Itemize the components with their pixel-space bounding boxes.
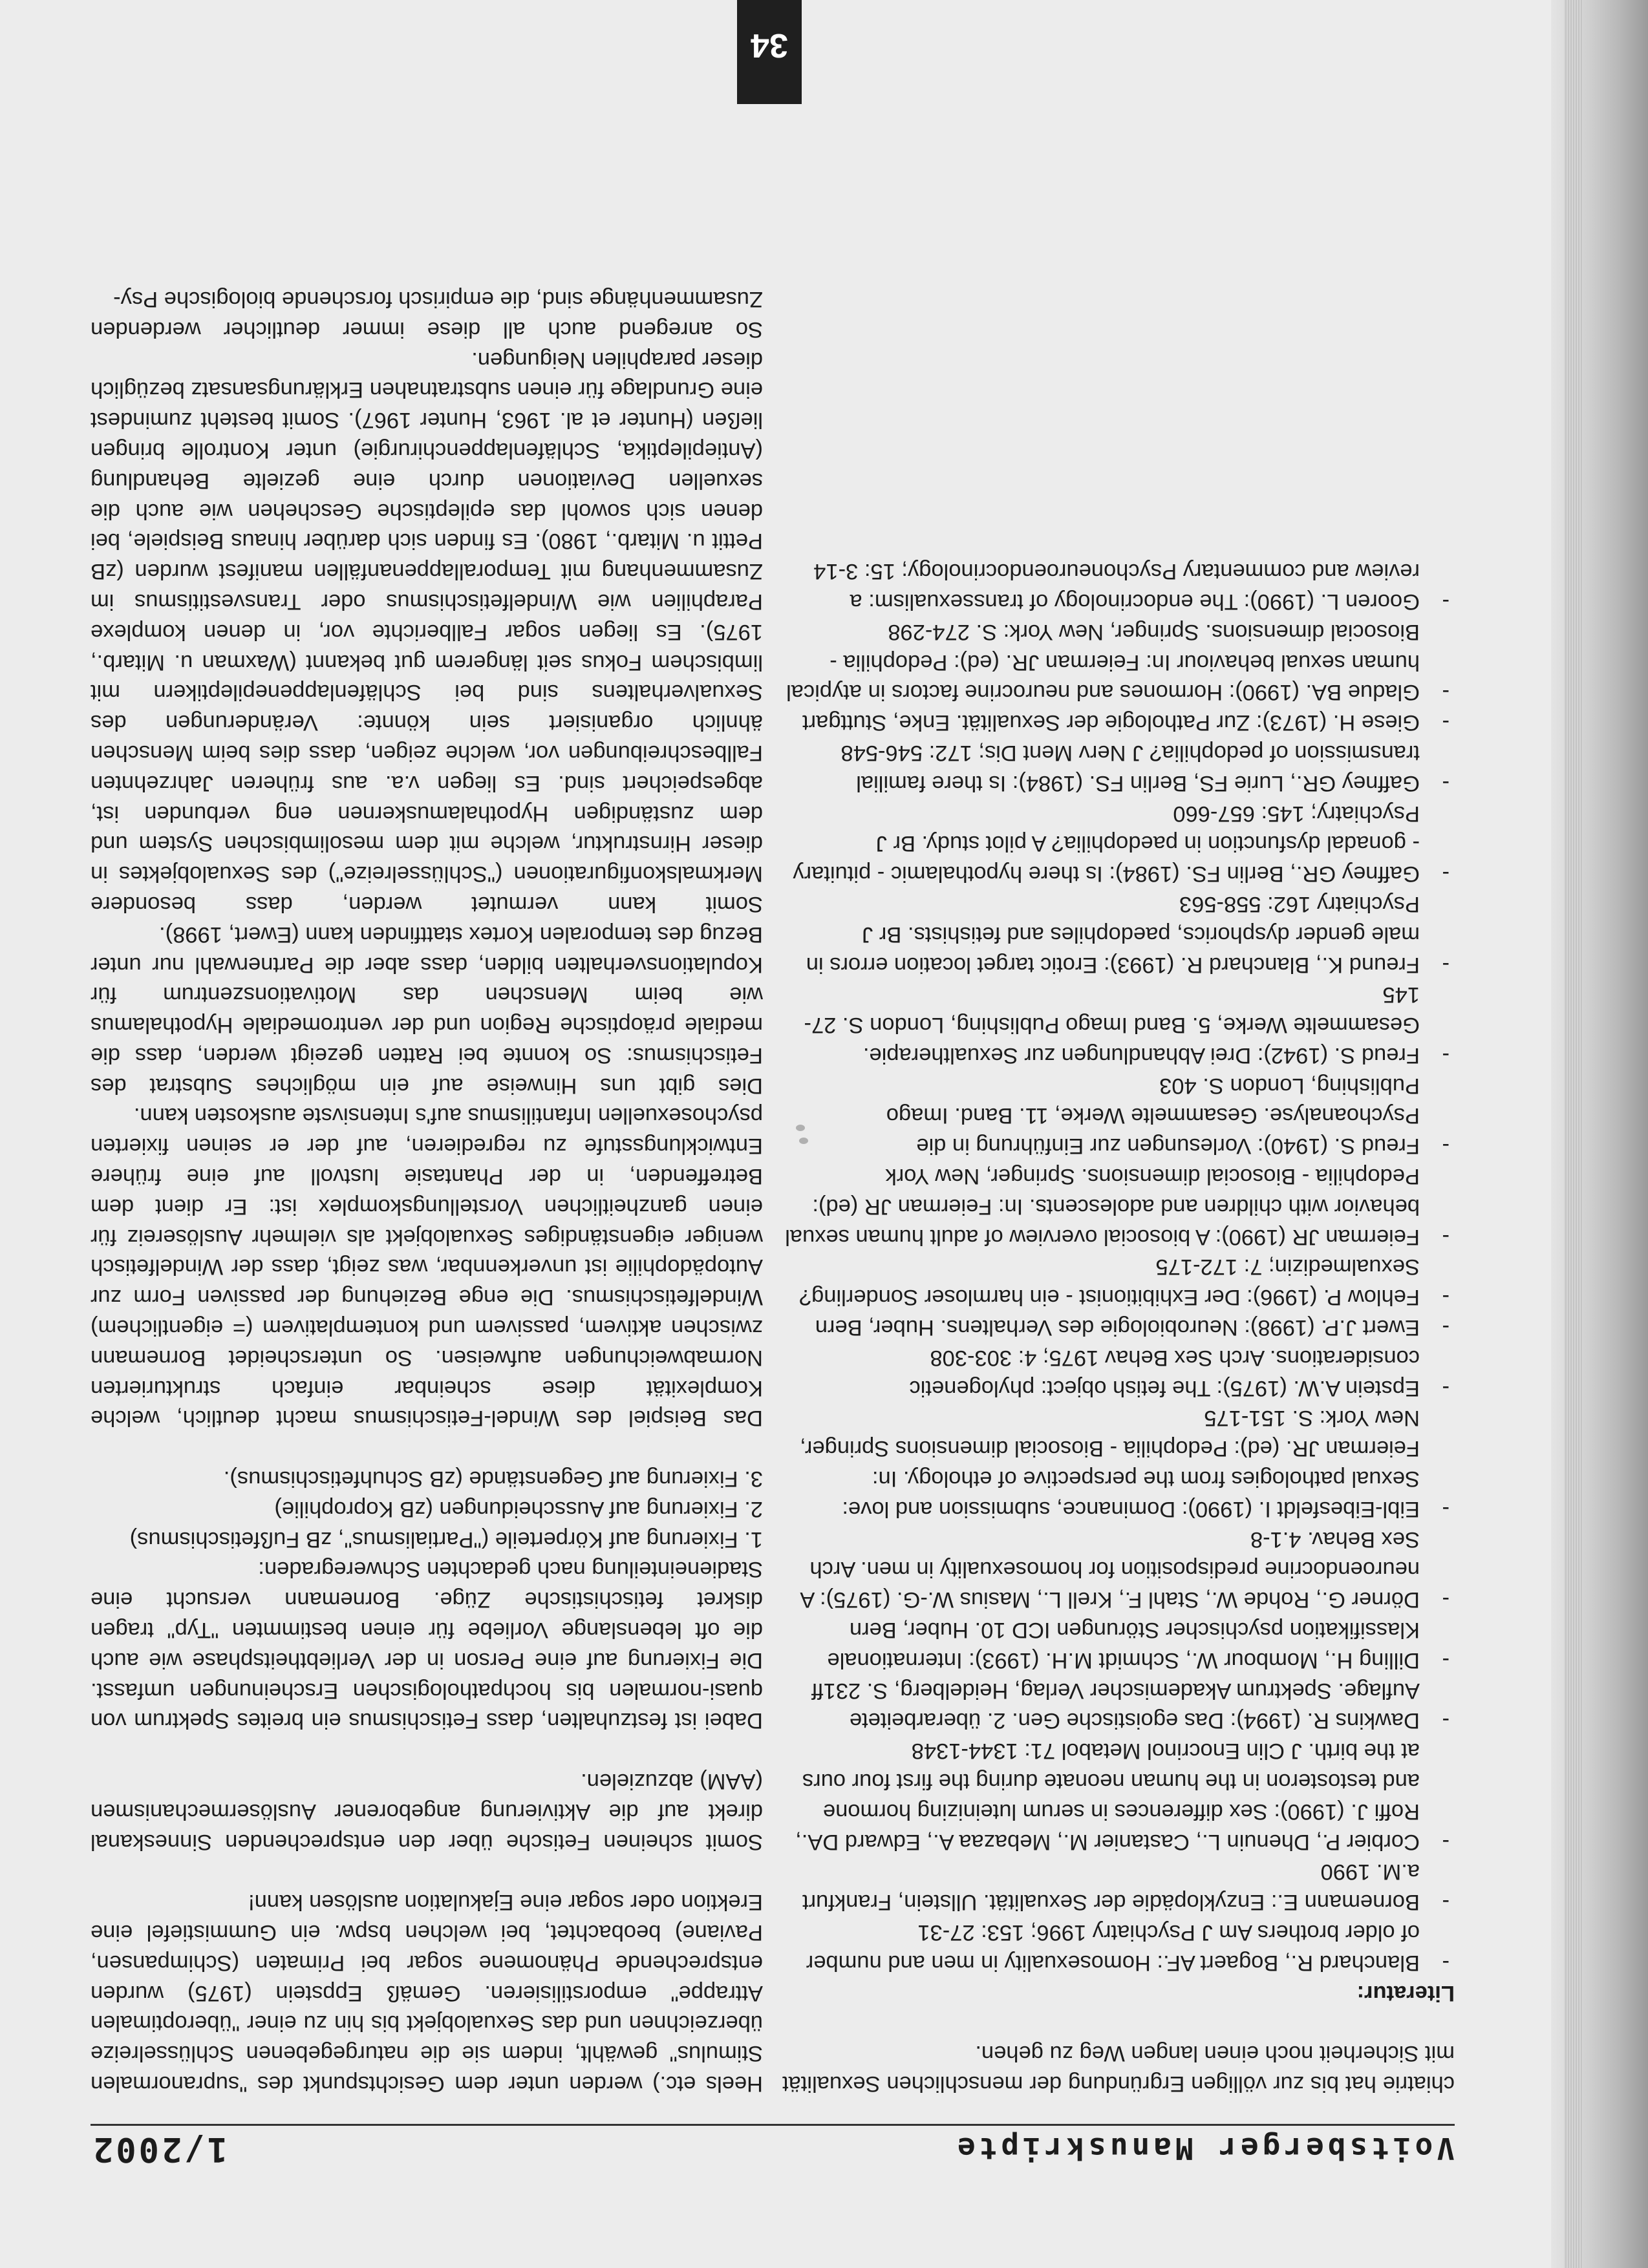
reference-item: - Epstein A.W. (1975): The fetish object: phylogenetic considerations. Arch Sex Behav 1975; 4: 303-308 [782, 1342, 1455, 1403]
reference-item: - Freund K., Blanchard R. (1993): Erotic target location errors in male gender dysphorics, paedophiles and fetishists. Br J Psychiatry 162: 558-563 [782, 889, 1455, 979]
left-column [782, 556, 1455, 2099]
reference-item: - Giese H. (1973): Zur Pathologie der Sexualität. Enke, Stuttgart [782, 707, 1455, 737]
stage-list [91, 1463, 763, 1554]
scan-speck [796, 1125, 805, 1131]
right-column [91, 284, 763, 2099]
paragraph: chiatrie hat bis zur völligen Ergründung der menschlichen Sexualität mit Sicherheit noch einen langen Weg zu gehen. [782, 2041, 1455, 2096]
issue-number: 1/2002 [91, 2130, 228, 2168]
reference-item: - Bornemann E.: Enzyklopädie der Sexualität. Ullstein, Frankfurt a.M. 1990 [782, 1857, 1455, 1918]
reference-item: - Feierman JR (1990): A biosocial overview of adult human sexual behavior with children and adolescents. In: Feierman JR (ed): Pedophilia - Biosocial dimensions. Springer, New York [782, 1161, 1455, 1251]
reference-item: - Gaffney GR., Lurie FS, Berlin FS. (1984): Is there familial transmission of pedophilia? J Nerv Ment Dis; 172: 546-548 [782, 737, 1455, 798]
reference-item: - Corbier P., Dhenuin L., Castanier M., Mebazaa A., Edward DA., Roffi J. (1990): Sex differences in serum luteinizing hormone and testosteron in the human neonate during the first four ours at the birth. J Clin Enocrinol Metabol 71: 1344-1348 [782, 1735, 1455, 1856]
paragraph: So anregend auch all diese immer deutlicher werdenden Zusammenhänge sind, die empirisch forschende biologische Psy- [91, 286, 763, 342]
journal-title: Voitsberger Manuskripte [954, 2131, 1455, 2166]
stage-item: 1. Fixierung auf Körperteile ("Partialismus", zB Fußfetischismus) [129, 1527, 763, 1552]
reference-item: - Fehlow P. (1996): Der Exhibitionist - ein harmloser Sonderling? Sexualmedizin; 7: 172-175 [782, 1252, 1455, 1313]
paragraph: Dabei ist festzuhalten, dass Fetischismus ein breites Spektrum von quasi-normalen bis hochpathologischen Erscheinungen umfasst. Die Fixierung auf eine Person in der Verliebtheitsphase wie auch die oft lebenslange Vorliebe für einen bestimmten "Typ" tragen diskret fetischistische Züge. Bornemann versucht eine Stadieneinteilung nach gedachten Schweregraden: [91, 1557, 763, 1733]
book-page-edge [1551, 0, 1648, 2268]
page-number-tab: 34 [737, 0, 802, 104]
reference-item: - Freud S. (1942): Drei Abhandlungen zur Sexualtherapie. Gesammelte Werke, 5. Band Imago Publishing, London S. 27-145 [782, 980, 1455, 1070]
reference-item: - Freud S. (1940): Vorlesungen zur Einführung in die Psychoanalyse. Gesammelte Werke, 11. Band. Imago Publishing, London S. 403 [782, 1070, 1455, 1161]
reference-item: - Gooren L. (1990): The endocrinology of transsexualism: a review and commentary Psychoneuroendocrinology; 15: 3-14 [782, 556, 1455, 617]
paragraph: Somit kann vermutet werden, dass besondere Merkmalskonfigurationen ("Schlüsselreize") des Sexualobjektes in dieser Hirnstruktur, welche mit dem mesolimbischen System und dem zuständigen Hypothalamuskernen eng verbunden ist, abgespeichert sind. Es liegen v.a. aus früheren Jahrzehnten Fallbeschreibungen vor, welche zeigen, dass dies beim Menschen ähnlich organisiert sein könnte: Veränderungen des Sexualverhaltens sind bei Schläfenlappenepileptikern mit limbischem Fokus seit längerem gut bekannt (Waxman u. Mitarb., 1975). Es liegen sogar Fallberichte vor, in denen komplexe Paraphilien wie Windelfetischismus oder Transvestitismus im Zusammenhang mit Temporallappenanfällen manifest wurden (zB Pettit u. Mitarb., 1980). Es finden sich darüber hinaus Beispiele, bei denen sich sowohl das epileptische Geschehen wie auch die sexuellen Deviationen durch eine gezielte Behandlung (Antiepileptika, Schläfenlappenchirurgie) unter Kontrolle bringen ließen (Hunter et al. 1963, Hunter 1967). Somit besteht zumindest eine Grundlage für einen substratnahen Erklärungsansatz bezüglich dieser paraphilen Neigungen. [91, 347, 763, 917]
reference-item: - Dilling H., Mombour W., Schmidt M.H. (1993): Internationale Klassifikation psychischer Störungen ICD 10. Huber, Bern [782, 1615, 1455, 1675]
stage-item: 3. Fixierung auf Gegenstände (zB Schuhfetischismus). [223, 1467, 763, 1492]
reference-item: - Gladue BA. (1990): Hormones and neurocrine factors in atypical human sexual behaviour In: Feierman JR. (ed): Pedophilia - Biosocial dimensions. Springer, New York: S. 274-298 [782, 617, 1455, 707]
paragraph: Somit scheinen Fetische über den entsprechenden Sinneskanal direkt auf die Aktivierung angeborener Auslösermechanismen (AAM) abzuzielen. [91, 1769, 763, 1854]
paragraph: Heels etc.) werden unter dem Gesichtspunkt des "supranormalen Stimulus" gewählt, indem sie die naturgegebenen Schlüsselreize überzeichnen und das Sexualobjekt bis hin zu einer "überoptimalen Attrappe" emporstilisieren. Gemäß Eppstein (1975) wurden entsprechende Phänomene sogar bei Primaten (Schimpansen, Paviane) beobachtet, bei welchen bspw. ein Gummistiefel eine Erektion oder sogar eine Ejakulation auslösen kann! [91, 1890, 763, 2096]
reference-item: - Dawkins R. (1994): Das egoistische Gen. 2. überarbeitete Auflage. Spektrum Akademischer Verlag, Heidelberg, S. 231ff [782, 1675, 1455, 1736]
scan-speck [799, 1138, 808, 1144]
reference-item: - Ewert J.P. (1998): Neurobiologie des Verhaltens. Huber, Bern [782, 1312, 1455, 1342]
literature-heading: Literatur: [1356, 1980, 1455, 2006]
paragraph: Dies gibt uns Hinweise auf ein mögliches Substrat des Fetischismus: So konnte bei Ratten gezeigt werden, dass die mediale präoptische Region und der ventromediale Hypothalamus wie beim Menschen das Motivationszentrum für Kopulationsverhalten bilden, dass aber die Partnerwahl nur unter Bezug des temporalen Kortex stattfinden kann (Ewert, 1998). [91, 922, 763, 1098]
reference-list [782, 556, 1455, 1977]
stage-item: 2. Fixierung auf Ausscheidungen (zB Koprophilie) [274, 1496, 763, 1521]
paragraph: Das Beispiel des Windel-Fetischismus macht deutlich, welche Komplexität diese scheinbar einfach strukturierten Normabweichungen aufweisen. So unterscheidet Bornemann zwischen aktivem, passivem und kontemplativem (= eigentlichem) Windelfetischismus. Die enge Beziehung der passiven Form zur Autopädophilie ist unverkennbar, was zeigt, dass der Windelfetisch weniger eigenständiges Sexualobjekt als vielmehr Auslösereiz für einen ganzheitlichen Vorstellungskomplex ist: Er dient dem Betreffenden, in der Phantasie lustvoll auf eine frühere Entwicklungsstufe zu regredieren, auf der er seinen fixierten psychosexuellen Infantilismus auf's Intensivste auskosten kann. [91, 1103, 763, 1431]
running-header [91, 2124, 1455, 2178]
reference-item: - Dörner G., Rohde W., Stahl F., Krell L., Masius W.-G. (1975): A neuroendocrine predisposition for homosexuality in men. Arch Sex Behav. 4.1-8 [782, 1524, 1455, 1615]
reference-item: - Eibl-Eibesfeldt I. (1990): Dominance, submission and love: Sexual pathologies from the perspective of ethology. In: Feierman JR. (ed): Pedophilia - Biosocial dimensions Springer, New York: S. 151-175 [782, 1403, 1455, 1524]
reference-item: - Gaffney GR., Berlin FS. (1984): Is there hypothalamic - pituitary - gonadal dysfunction in paedophilia? A pilot study. Br J Psychiatry; 145: 657-660 [782, 798, 1455, 889]
reference-item: - Blanchard R., Bogaert AF.: Homosexuality in men and number of older brothers Am J Psychiatry 1996; 153: 27-31 [782, 1917, 1455, 1978]
